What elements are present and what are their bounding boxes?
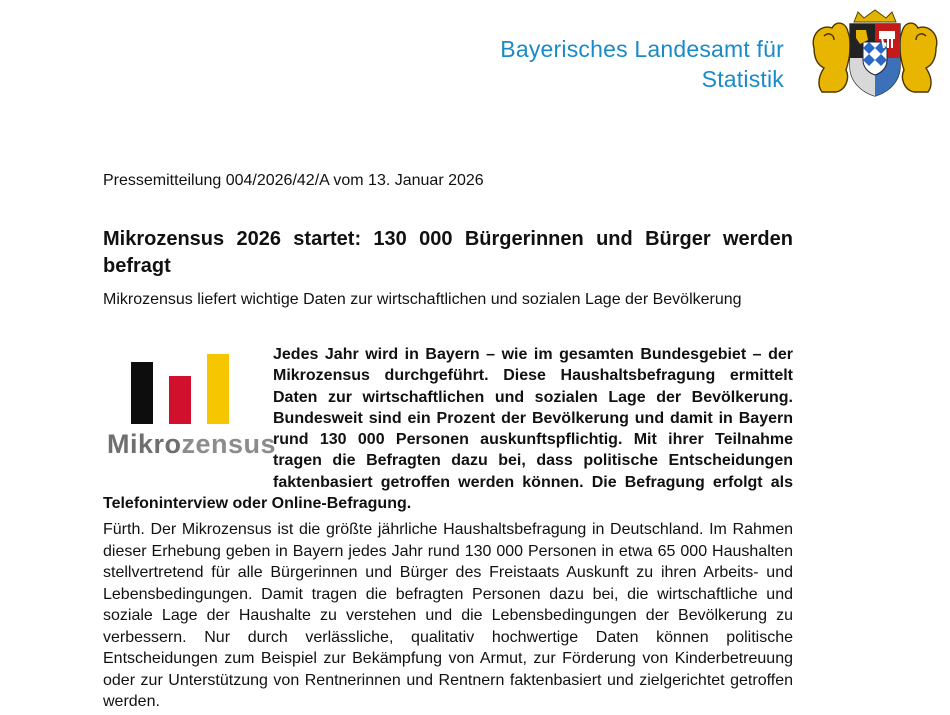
mikrozensus-logo [103,344,277,472]
agency-name-line2: Statistik [701,66,784,92]
bavarian-coat-of-arms-icon [806,8,944,98]
article-lead-text: Jedes Jahr wird in Bayern – wie im gesamten Bundesgebiet – der Mikrozensus durchgeführt. Diese Haushaltsbefragung ermittelt Daten zur wirtschaftlichen und sozialen Lage der Bevölkerung. Bundesweit sind ein Prozent der Bevölkerung und damit in Bayern rund 130 000 Personen auskunftspflichtig. Mit ihrer Teilnahme tragen die Befragten dazu bei, dass politische Entscheidungen faktenbasiert getroffen werden können. Die Befragung erfolgt als Telefoninterview oder Online-Befragung. [103,346,793,513]
agency-name-line1: Bayerisches Landesamt für [500,36,784,62]
logo-bar-red [169,376,191,424]
article-title: Mikrozensus 2026 startet: 130 000 Bürgerinnen und Bürger werden befragt [103,228,793,277]
logo-wordmark-light: zensus [181,429,277,459]
article-subtitle: Mikrozensus liefert wichtige Daten zur wirtschaftlichen und sozialen Lage der Bevölkerung [103,291,742,308]
article-lead [103,344,793,514]
agency-name [500,34,784,94]
logo-bar-black [131,362,153,424]
logo-wordmark [107,429,277,459]
logo-wordmark-bold: Mikro [107,429,182,459]
article-body: Fürth. Der Mikrozensus ist die größte jährliche Haushaltsbefragung in Deutschland. Im Rahmen dieser Erhebung geben in Bayern jedes Jahr rund 130 000 Personen in etwa 65 000 Haushalten stellvertretend für alle Bürgerinnen und Bürger des Freistaats Auskunft zu ihren Arbeits- und Lebensbedingungen. Damit tragen die befragten Personen dazu bei, die wirtschaftliche und soziale Lage der Haushalte zu verstehen und die Lebensbedingungen der Bevölkerung zu verbessern. Nur durch verlässliche, qualitativ hochwertige Daten können politische Entscheidungen zum Beispiel zur Bekämpfung von Armut, zur Förderung von Kinderbetreuung oder zur Unterstützung von Rentnerinnen und Rentnern faktenbasiert und zielgerichtet getroffen werden. [103,521,793,710]
logo-bar-gold [207,354,229,424]
press-release-reference: Pressemitteilung 004/2026/42/A vom 13. Januar 2026 [103,172,484,189]
